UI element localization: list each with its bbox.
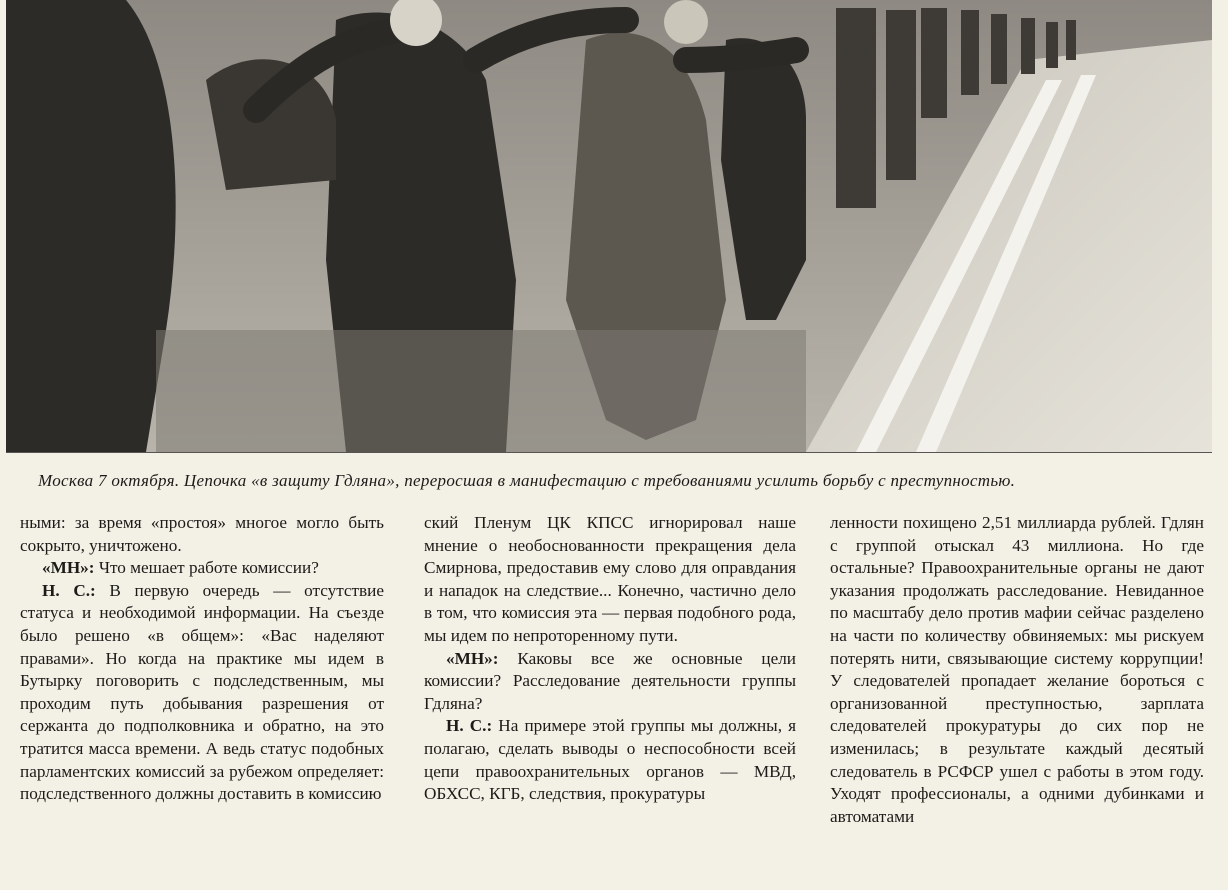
speaker-label: Н. С.: (42, 580, 96, 600)
paragraph-text: В первую очередь — отсутствие статуса и необходимой информации. На съезде было решено «в общем»: «Вас наделяют правами». Но когда на практике мы идем в Бутырку поговорить с подследственным, мы проходим путь добывания разрешения от сержанта до подполковника и обратно, на это тратится масса времени. А ведь статус подобных парламентских комиссий за рубежом определяет: подследственного должны доставить в комиссию (20, 580, 384, 804)
article-column-2 (424, 512, 796, 806)
paragraph-text: Каковы все же основные цели комиссии? Расследование деятельности группы Гдляна? (424, 648, 796, 713)
paragraph-text: ленности похищено 2,51 миллиарда рублей. Гдлян с группой отыскал 43 миллиона. Но где остальные? Правоохранительные органы не дают указания продолжать расследование. Невиданное по масштабу дело против мафии сейчас разделено на части по количеству обвиняемых: мы рискуем потерять нити, связывающие систему коррупции! У следователей пропадает желание бороться с организованной преступностью, зарплата следователей прокуратуры до сих пор не изменилась; в результате каждый десятый следователь в РСФСР ушел с работы в этом году. Уходят профессионалы, а одними дубинками и автоматами (830, 513, 1204, 826)
paragraph-text: Что мешает работе комиссии? (94, 558, 319, 578)
paragraph (424, 715, 796, 805)
article-column-1 (20, 512, 384, 806)
speaker-label: «МН»: (42, 558, 95, 578)
paragraph (424, 512, 796, 648)
paragraph-text: ными: за время «простоя» многое могло быть сокрыто, уничтожено. (20, 513, 384, 555)
paragraph (20, 580, 384, 806)
news-photo (6, 0, 1212, 453)
paragraph (20, 512, 384, 557)
speaker-label: «МН»: (446, 648, 499, 668)
paragraph (20, 557, 384, 580)
paragraph (830, 512, 1204, 828)
paragraph-text: На примере этой группы мы должны, я полагаю, сделать выводы о неспособности всей цепи правоохранительных органов — МВД, ОБХСС, КГБ, следствия, прокуратуры (424, 716, 796, 804)
speaker-label: Н. С.: (446, 716, 493, 736)
photo-caption: Москва 7 октября. Цепочка «в защиту Гдляна», переросшая в манифестацию с требованиями усилить борьбу с преступностью. (38, 471, 1016, 490)
photo-icon (6, 0, 1212, 452)
paragraph (424, 648, 796, 716)
article-column-3 (830, 512, 1204, 828)
paragraph-text: ский Пленум ЦК КПСС игнорировал наше мнение о необоснованности прекращения дела Смирнова, предоставив ему слово для оправдания и нападок на следствие... Конечно, частично дело в том, что комиссия эта — первая подобного рода, мы идем по непроторенному пути. (424, 513, 796, 645)
